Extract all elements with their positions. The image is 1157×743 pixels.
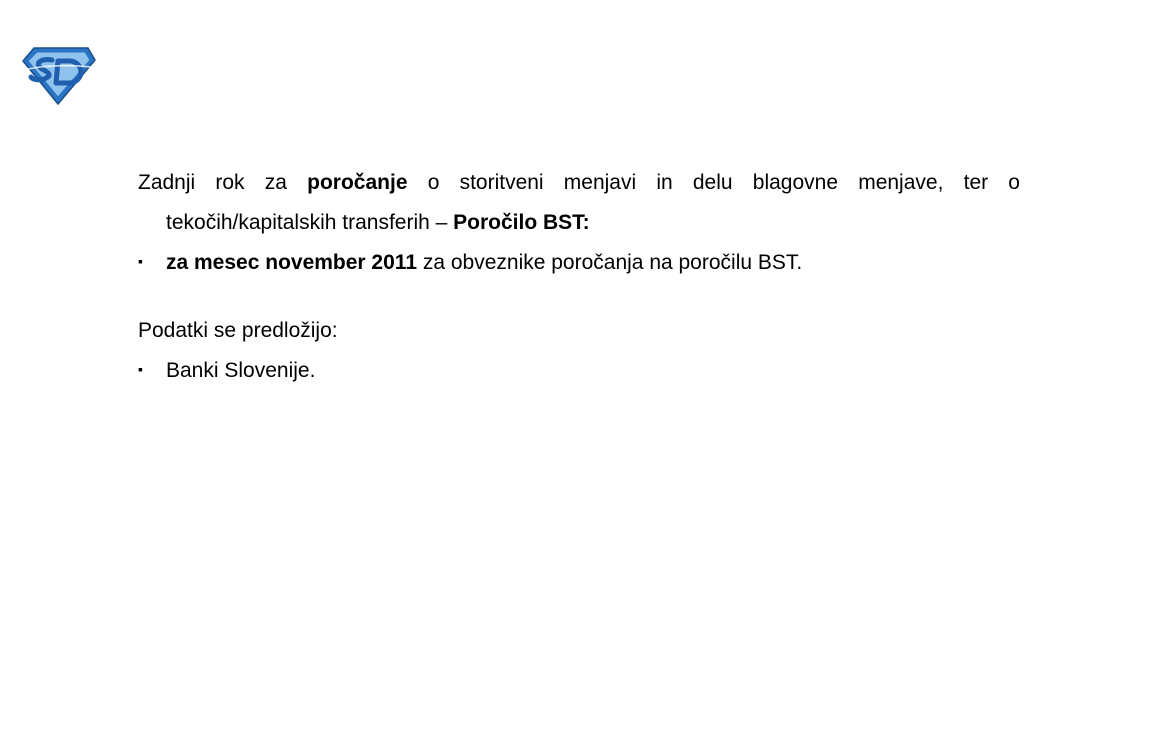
deadline-bold-reporting: poročanje: [307, 171, 408, 194]
bullet-marker: ▪: [138, 361, 143, 377]
submission-bullet-text: Banki Slovenije.: [166, 359, 316, 382]
deadline-bullet-item: [138, 243, 1020, 284]
bullet-rest: za obveznike poročanja na poročilu BST.: [417, 251, 803, 274]
bullet-bold-month: za mesec november 2011: [166, 251, 417, 274]
deadline-bold-report-name: Poročilo BST:: [453, 211, 590, 234]
spacer: [138, 284, 1020, 311]
deadline-text-2: o storitveni menjavi in delu blagovne menjave, ter o tekočih/kapitalskih transferih –: [166, 171, 1020, 234]
main-content: [138, 163, 1020, 392]
deadline-text-1: Zadnji rok za: [138, 171, 308, 194]
bullet-text: [166, 243, 802, 283]
logo-shield-icon: [22, 47, 96, 105]
submission-bullet-item: [138, 351, 1020, 392]
bullet-marker: ▪: [138, 253, 143, 269]
submission-heading: Podatki se predložijo:: [138, 319, 338, 342]
deadline-paragraph: [138, 163, 1020, 243]
sd-shield-logo: [22, 47, 96, 105]
